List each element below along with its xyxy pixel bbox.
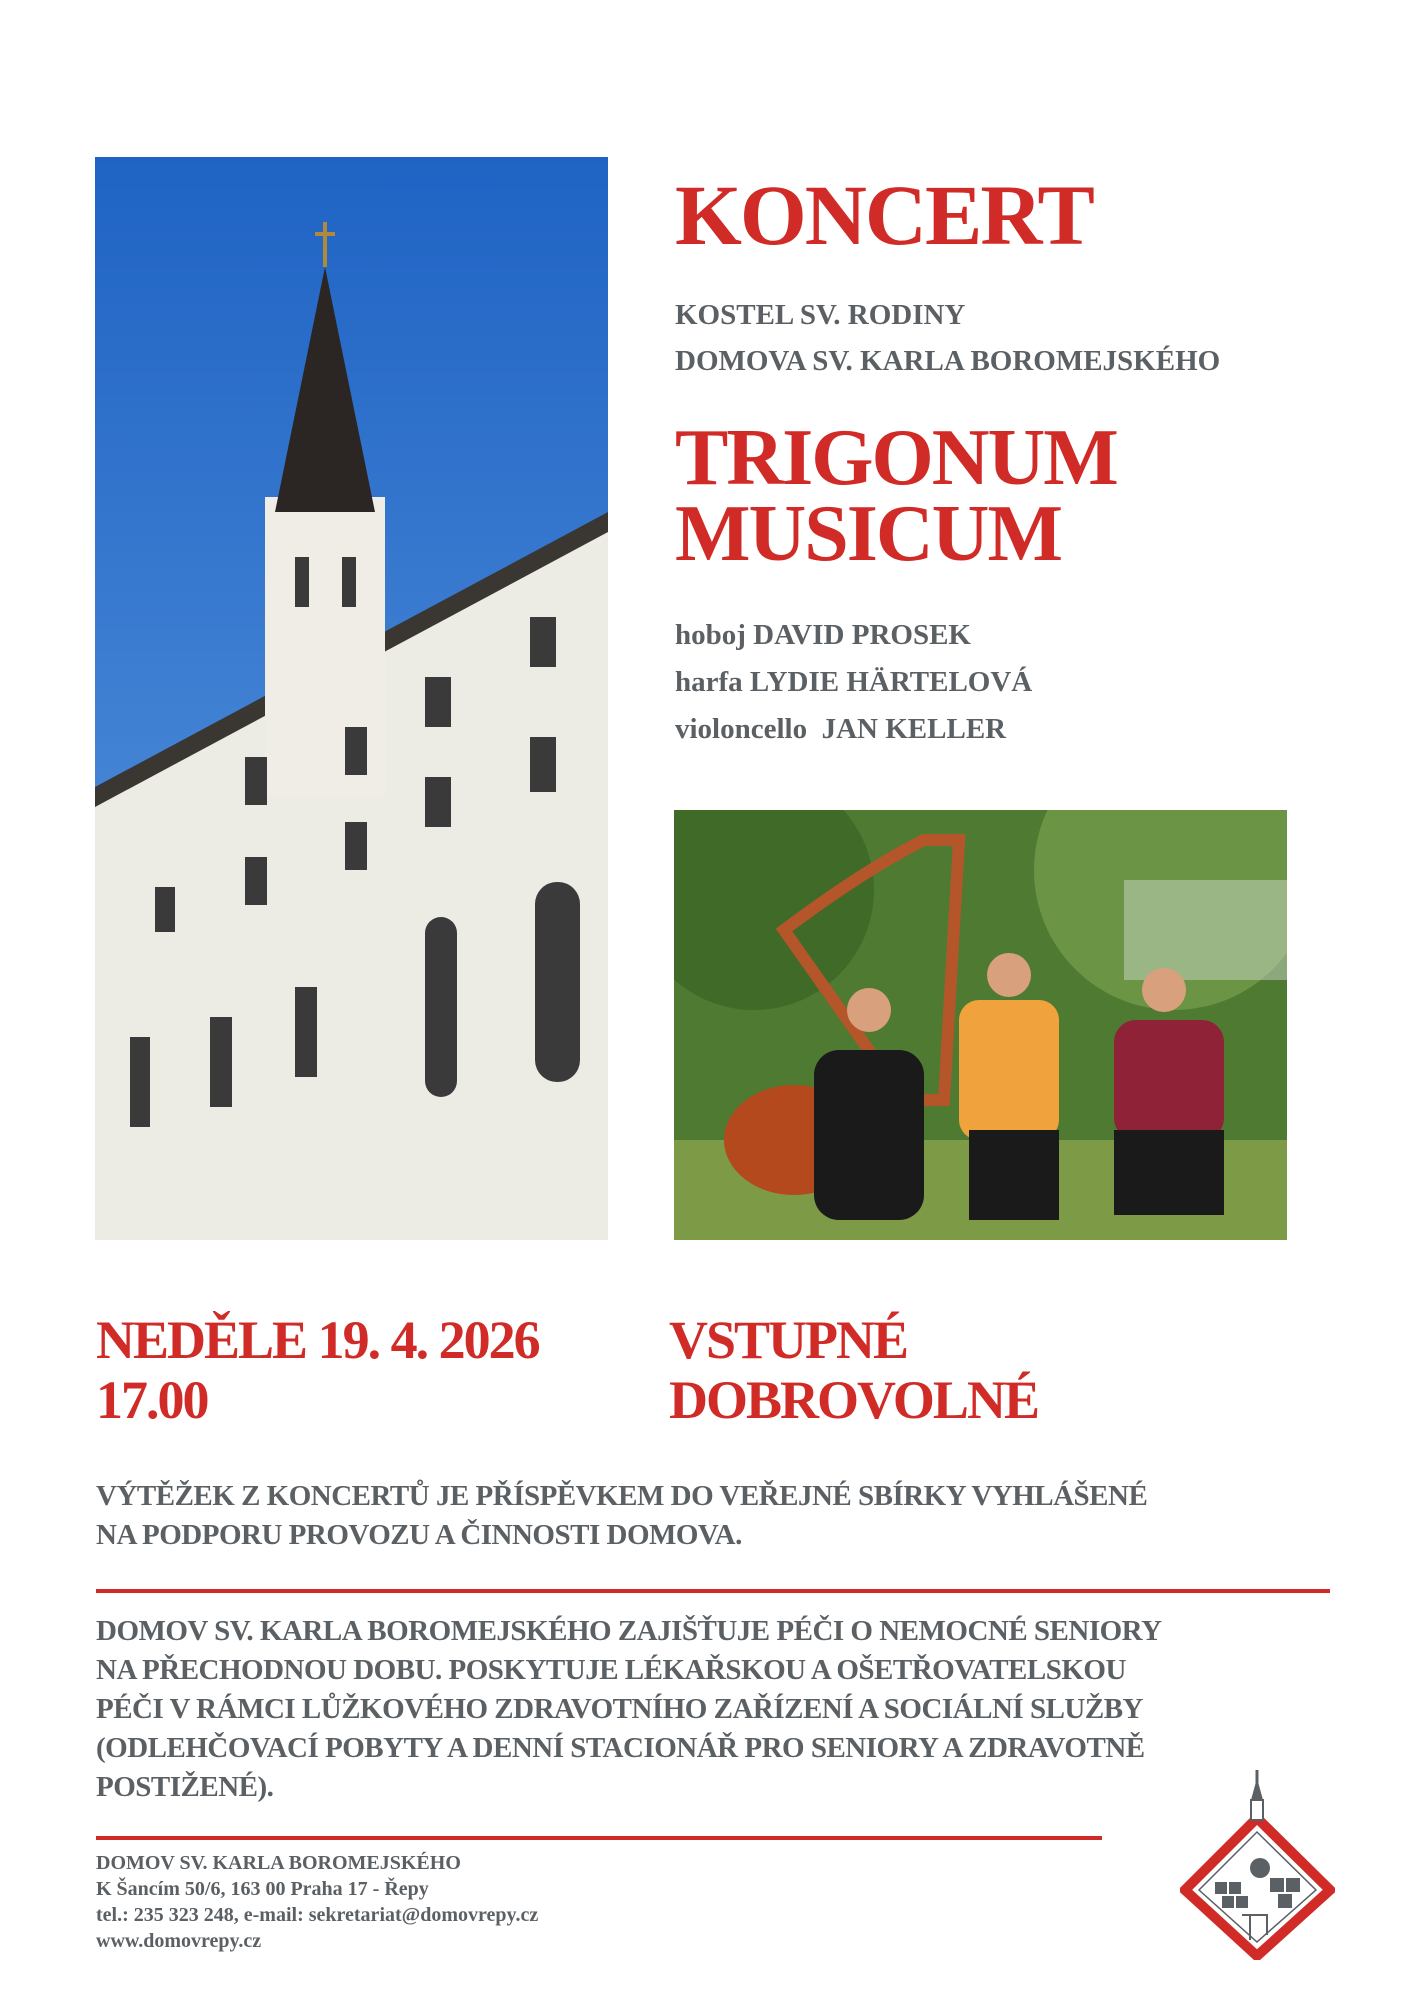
admission-line-1: VSTUPNÉ <box>669 1310 908 1370</box>
about-line-2: NA PŘECHODNOU DOBU. POSKYTUJE LÉKAŘSKOU A OŠETŘOVATELSKOU <box>96 1654 1126 1686</box>
about-line-5: POSTIŽENÉ). <box>96 1771 274 1803</box>
proceeds-note-line-2: NA PODPORU PROVOZU A ČINNOSTI DOMOVA. <box>96 1519 742 1551</box>
church-photo <box>95 157 608 1240</box>
footer-website: www.domovrepy.cz <box>96 1930 262 1952</box>
event-title: KONCERT <box>675 167 1093 263</box>
organization-logo <box>1180 1770 1335 1960</box>
event-time: 17.00 <box>96 1370 208 1430</box>
ensemble-name-1: TRIGONUM <box>675 414 1117 502</box>
about-line-3: PÉČI V RÁMCI LŮŽKOVÉHO ZDRAVOTNÍHO ZAŘÍZENÍ A SOCIÁLNÍ SLUŽBY <box>96 1693 1143 1725</box>
musicians-photo <box>674 810 1287 1240</box>
about-line-4: (ODLEHČOVACÍ POBYTY A DENNÍ STACIONÁŘ PRO SENIORY A ZDRAVOTNĚ <box>96 1732 1145 1764</box>
divider-top <box>96 1589 1330 1593</box>
performer-oboe: hoboj DAVID PROSEK <box>675 619 971 651</box>
about-line-1: DOMOV SV. KARLA BOROMEJSKÉHO ZAJIŠŤUJE PÉČI O NEMOCNÉ SENIORY <box>96 1615 1162 1647</box>
divider-bottom <box>96 1836 1102 1840</box>
venue-line-1: KOSTEL SV. RODINY <box>675 299 966 331</box>
footer-contact: tel.: 235 323 248, e-mail: sekretariat@domovrepy.cz <box>96 1904 539 1926</box>
footer-address: K Šancím 50/6, 163 00 Praha 17 - Řepy <box>96 1878 429 1900</box>
admission-line-2: DOBROVOLNÉ <box>669 1370 1038 1430</box>
event-date: NEDĚLE 19. 4. 2026 <box>96 1310 539 1370</box>
venue-line-2: DOMOVA SV. KARLA BOROMEJSKÉHO <box>675 345 1221 377</box>
footer-org-name: DOMOV SV. KARLA BOROMEJSKÉHO <box>96 1852 461 1874</box>
performer-cello: violoncello JAN KELLER <box>675 713 1007 745</box>
performer-harp: harfa LYDIE HÄRTELOVÁ <box>675 666 1033 698</box>
ensemble-name-2: MUSICUM <box>675 490 1061 578</box>
proceeds-note-line-1: VÝTĚŽEK Z KONCERTŮ JE PŘÍSPĚVKEM DO VEŘEJNÉ SBÍRKY VYHLÁŠENÉ <box>96 1480 1148 1512</box>
